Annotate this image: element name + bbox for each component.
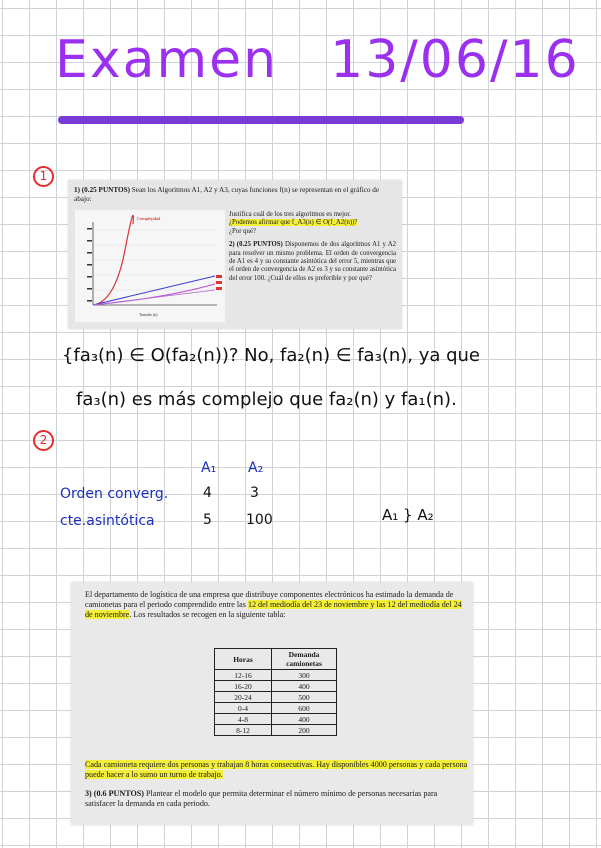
table-cell: 300 <box>272 670 337 681</box>
answer-1-line-2: fa₃(n) es más complejo que fa₂(n) y fa₁(n). <box>76 389 457 410</box>
q3-para3 <box>85 789 469 809</box>
table-cell: 16-20 <box>215 681 272 692</box>
page-title <box>55 30 580 90</box>
title-date: 13/06/16 <box>330 30 580 90</box>
table-cell: 200 <box>272 725 337 736</box>
table-row <box>215 714 337 725</box>
exam-photo-q1-q2 <box>68 180 402 329</box>
question-1-number: 1 <box>39 169 48 183</box>
q3-para3-bold: 3) (0.6 PUNTOS) <box>85 789 144 798</box>
table-cell: 0-4 <box>215 703 272 714</box>
photo1-heading <box>74 186 396 204</box>
row-orden-label: Orden converg. <box>60 486 169 502</box>
photo1-q2-rest: Disponemos de dos algoritmos A1 y A2 para resolver un mismo problema. El orden de convergencia de A1 es 4 y su constante asintótica del error 5, mientras que el orden de convergencia de A2 es 3 y su constante asintótica del error 100. ¿Cuál de ellos es preferible y por qué? <box>229 241 396 282</box>
photo1-q2-bold: 2) (0.25 PUNTOS) <box>229 241 283 249</box>
question-2-number: 2 <box>39 433 48 447</box>
table-cell: 20-24 <box>215 692 272 703</box>
table-cell: 500 <box>272 692 337 703</box>
table-header-demanda: Demanda camionetas <box>272 649 337 670</box>
q3-para1-a: El departamento de logística de una empresa que distribuye componentes electrónicos ha estimado la demanda de camionetas para el periodo comprendido entre las <box>85 590 454 610</box>
answer-1-line-1: {fa₃(n) ∈ O(fa₂(n))? No, fa₂(n) ∈ fa₃(n), ya que <box>62 345 481 366</box>
table-cell: 600 <box>272 703 337 714</box>
col-a2-header: A₂ <box>248 460 264 476</box>
title-word: Examen <box>55 30 279 90</box>
table-cell: 4-8 <box>215 714 272 725</box>
demand-table <box>214 648 337 736</box>
q3-para1-b: . Los resultados se recogen en la siguiente tabla: <box>129 610 286 620</box>
table-cell: 8-12 <box>215 725 272 736</box>
photo1-right-text <box>229 211 396 283</box>
row-orden-a1: 4 <box>203 485 212 501</box>
photo1-heading-bold: 1) (0.25 PUNTOS) <box>74 186 130 194</box>
table-row <box>215 670 337 681</box>
chart-title: Complejidad <box>137 216 161 221</box>
table-cell: 400 <box>272 681 337 692</box>
question-2-marker <box>33 430 54 451</box>
row-cte-label: cte.asintótica <box>60 513 155 529</box>
q3-para3-rest: Plantear el modelo que permita determinar el número mínimo de personas necesarias para satisfacer la demanda en cada periodo. <box>85 789 438 809</box>
q3-para1-highlight: 12 del mediodía del 23 de noviembre y las 12 del mediodía del 24 de noviembre <box>85 600 462 620</box>
q3-para2 <box>85 760 469 780</box>
table-row <box>215 725 337 736</box>
row-cte-a1: 5 <box>203 512 212 528</box>
title-underline <box>58 116 464 124</box>
question-1-marker <box>33 166 54 187</box>
row-orden-a2: 3 <box>250 485 259 501</box>
photo1-line1: Justifica cuál de los tres algoritmos es mejor. <box>229 211 351 218</box>
photo1-line3: ¿Por qué? <box>229 227 256 235</box>
col-a1-header: A₁ <box>201 460 217 476</box>
q3-para2-highlight: Cada camioneta requiere dos personas y trabajan 8 horas consecutivas. Hay disponibles 4000 personas y cada persona puede hacer a lo sumo un turno de trabajo. <box>85 760 468 780</box>
conclusion: A₁ } A₂ <box>382 506 434 524</box>
chart-xlabel: Tamaño (n) <box>139 312 158 317</box>
complexity-chart <box>75 210 225 322</box>
table-row <box>215 681 337 692</box>
q3-para1 <box>85 590 469 621</box>
table-row <box>215 703 337 714</box>
table-cell: 400 <box>272 714 337 725</box>
complexity-chart-svg <box>75 210 225 322</box>
table-cell: 12-16 <box>215 670 272 681</box>
photo1-line2-highlighted: ¿Podemos afirmar que f_A3(n) ∈ O(f_A2(n))? <box>229 219 358 227</box>
row-cte-a2: 100 <box>246 512 273 528</box>
table-row <box>215 692 337 703</box>
exam-photo-q3 <box>71 582 473 825</box>
table-header-horas: Horas <box>215 649 272 670</box>
photo1-heading-rest: Sean los Algoritmos A1, A2 y A3, cuyas funciones f(n) se representan en el gráfico de abajo: <box>74 186 380 203</box>
